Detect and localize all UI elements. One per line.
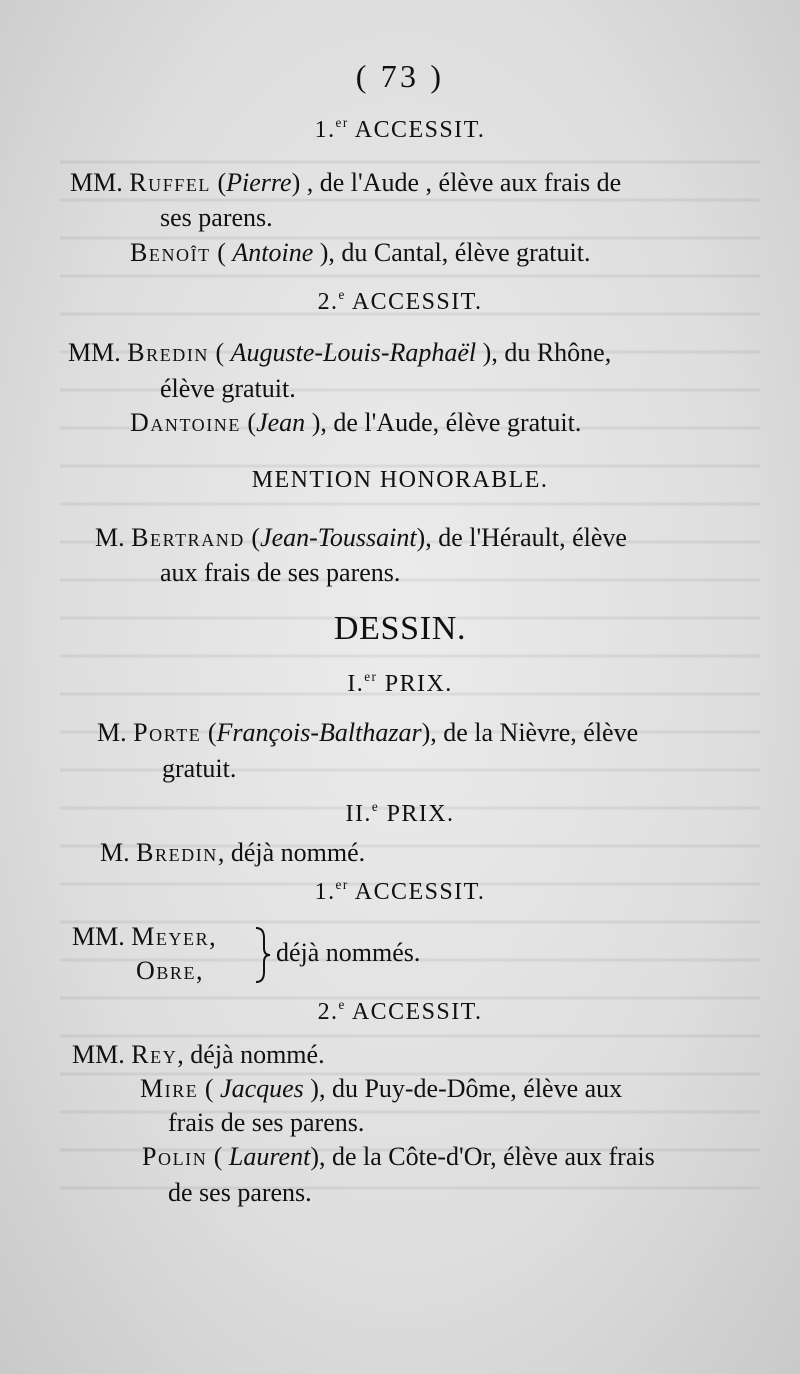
entry-ruffel: MM. Ruffel (Pierre) , de l'Aude , élève aux frais de bbox=[70, 168, 622, 197]
heading-mention-honorable: MENTION HONORABLE. bbox=[251, 467, 549, 493]
entry-mire: Mire ( Jacques ), du Puy-de-Dôme, élève aux bbox=[140, 1074, 623, 1103]
entry-ruffel-continued: ses parens. bbox=[160, 203, 273, 232]
heading-first-prize: I.$^{er}$ PRIX. bbox=[347, 669, 453, 697]
heading-first-accessit: 1.$^{er}$ ACCESSIT. bbox=[314, 115, 486, 143]
meyer-line: MM. Meyer, bbox=[72, 922, 218, 951]
obre-line: Obre, bbox=[136, 956, 205, 985]
section-title-dessin: DESSIN. bbox=[333, 610, 467, 647]
entry-bertrand-continued: aux frais de ses parens. bbox=[160, 558, 401, 587]
curly-brace-icon bbox=[252, 926, 272, 984]
heading-second-accessit: 2.$^e$ ACCESSIT. bbox=[317, 287, 483, 315]
entry-benoit: Benoît ( Antoine ), du Cantal, élève gratuit. bbox=[130, 238, 591, 267]
meyer-obre-note: déjà nommés. bbox=[276, 938, 421, 967]
heading-first-accessit-dessin: 1.$^{er}$ ACCESSIT. bbox=[314, 877, 486, 905]
page-number: ( 73 ) bbox=[355, 58, 445, 94]
entry-bredin-second: M. Bredin, déjà nommé. bbox=[100, 838, 366, 867]
entry-porte: M. Porte (François-Balthazar), de la Nièvre, élève bbox=[97, 718, 639, 747]
heading-second-prize: II.$^e$ PRIX. bbox=[345, 799, 455, 827]
entry-mire-continued: frais de ses parens. bbox=[168, 1108, 365, 1137]
entry-porte-continued: gratuit. bbox=[162, 754, 237, 783]
heading-second-accessit-dessin: 2.$^e$ ACCESSIT. bbox=[317, 997, 483, 1025]
entry-dantoine: Dantoine (Jean ), de l'Aude, élève gratuit. bbox=[130, 408, 582, 437]
entry-bertrand: M. Bertrand (Jean-Toussaint), de l'Hérault, élève bbox=[95, 523, 627, 552]
entry-polin-continued: de ses parens. bbox=[168, 1178, 312, 1207]
entry-bredin-continued: élève gratuit. bbox=[160, 374, 296, 403]
entry-meyer-obre bbox=[72, 922, 472, 986]
entry-polin: Polin ( Laurent), de la Côte-d'Or, élève aux frais bbox=[142, 1142, 655, 1171]
entry-bredin: MM. Bredin ( Auguste-Louis-Raphaël ), du Rhône, bbox=[68, 338, 612, 367]
entry-rey: MM. Rey, déjà nommé. bbox=[72, 1040, 325, 1069]
